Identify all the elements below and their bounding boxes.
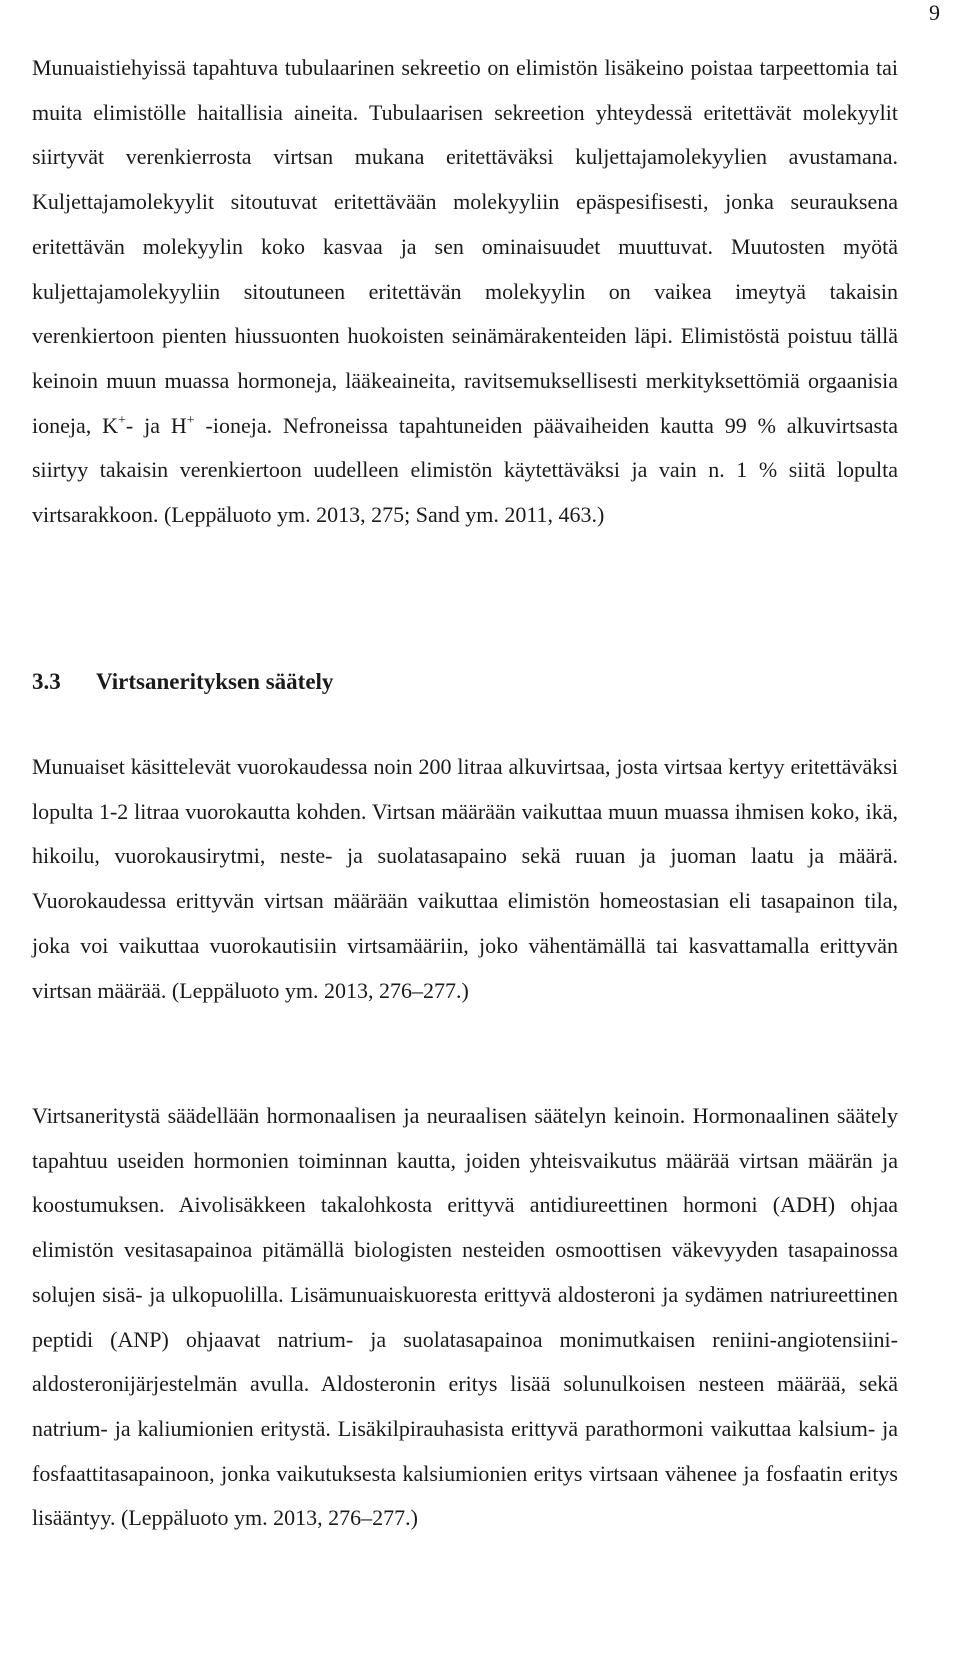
section-heading	[32, 660, 333, 704]
paragraph-urine-volume: Munuaiset käsittelevät vuorokaudessa noin 200 litraa alkuvirtsaa, josta virtsaa kertyy eritettäväksi lopulta 1-2 litraa vuorokautta kohden. Virtsan määrään vaikuttaa muun muassa ihmisen koko, ikä, hikoilu, vuorokausirytmi, neste- ja suolatasapaino sekä ruuan ja juoman laatu ja määrä. Vuorokaudessa erittyvän virtsan määrään vaikuttaa elimistön homeostasian eli tasapainon tila, joka voi vaikuttaa vuorokautisiin virtsamääriin, joko vähentämällä tai kasvattamalla erittyvän virtsan määrää. (Leppäluoto ym. 2013, 276–277.)	[32, 754, 898, 1003]
paragraph-hormonal-regulation: Virtsaneritystä säädellään hormonaalisen ja neuraalisen säätelyn keinoin. Hormonaalinen säätely tapahtuu useiden hormonien toiminnan kautta, joiden yhteisvaikutus määrää virtsan määrän ja koostumuksen. Aivolisäkkeen takalohkosta erittyvä antidiureettinen hormoni (ADH) ohjaa elimistön vesitasapainoa pitämällä biologisten nesteiden osmoottisen väkevyyden tasapainossa solujen sisä- ja ulkopuolilla. Lisämunuaiskuoresta erittyvä aldosteroni ja sydämen natriureettinen peptidi (ANP) ohjaavat natrium- ja suolatasapainoa monimutkaisen reniini-angiotensiini-aldosteronijärjestelmän avulla. Aldosteronin eritys lisää solunulkoisen nesteen määrää, sekä natrium- ja kaliumionien eritystä. Lisäkilpirauhasista erittyvä parathormoni vaikuttaa kalsium- ja fosfaattitasapainoon, jonka vaikutuksesta kalsiumionien eritys virtsaan vähenee ja fosfaatin eritys lisääntyy. (Leppäluoto ym. 2013, 276–277.)	[32, 1103, 898, 1531]
paragraph-text: Munuaistiehyissä tapahtuva tubulaarinen sekreetio on elimistön lisäkeino poistaa tarpeettomia tai muita elimistölle haitallisia aineita. Tubulaarisen sekreetion yhteydessä eritettävät molekyylit siirtyvät verenkierrosta virtsan mukana eritettäväksi kuljettajamolekyylien avustamana. Kuljettajamolekyylit sitoutuvat eritettävään molekyyliin epäspesifisesti, jonka seurauksena eritettävän molekyylin koko kasvaa ja sen ominaisuudet muuttuvat. Muutosten myötä kuljettajamolekyyliin sitoutuneen eritettävän molekyylin on vaikea imeytyä takaisin verenkiertoon pienten hiussuonten huokoisten seinämärakenteiden läpi. Elimistöstä poistuu tällä keinoin muun muassa hormoneja, lääkeaineita, ravitsemuksellisesti merkityksettömiä orgaanisia ioneja, K	[32, 55, 898, 438]
paragraph-tubular-secretion	[32, 46, 898, 538]
paragraph-text: - ja H	[125, 412, 187, 438]
page-number: 9	[929, 0, 940, 25]
superscript-plus: +	[118, 412, 126, 428]
section-number: 3.3	[32, 669, 61, 694]
paragraph-text: -ioneja. Nefroneissa tapahtuneiden päävaiheiden kautta 99 % alkuvirtsasta siirtyy takaisin verenkiertoon uudelleen elimistön käytettäväksi ja vain n. 1 % siitä lopulta virtsarakkoon. (Leppäluoto ym. 2013, 275; Sand ym. 2011, 463.)	[32, 412, 898, 528]
superscript-plus: +	[186, 412, 195, 428]
section-title: Virtsanerityksen säätely	[96, 669, 334, 694]
